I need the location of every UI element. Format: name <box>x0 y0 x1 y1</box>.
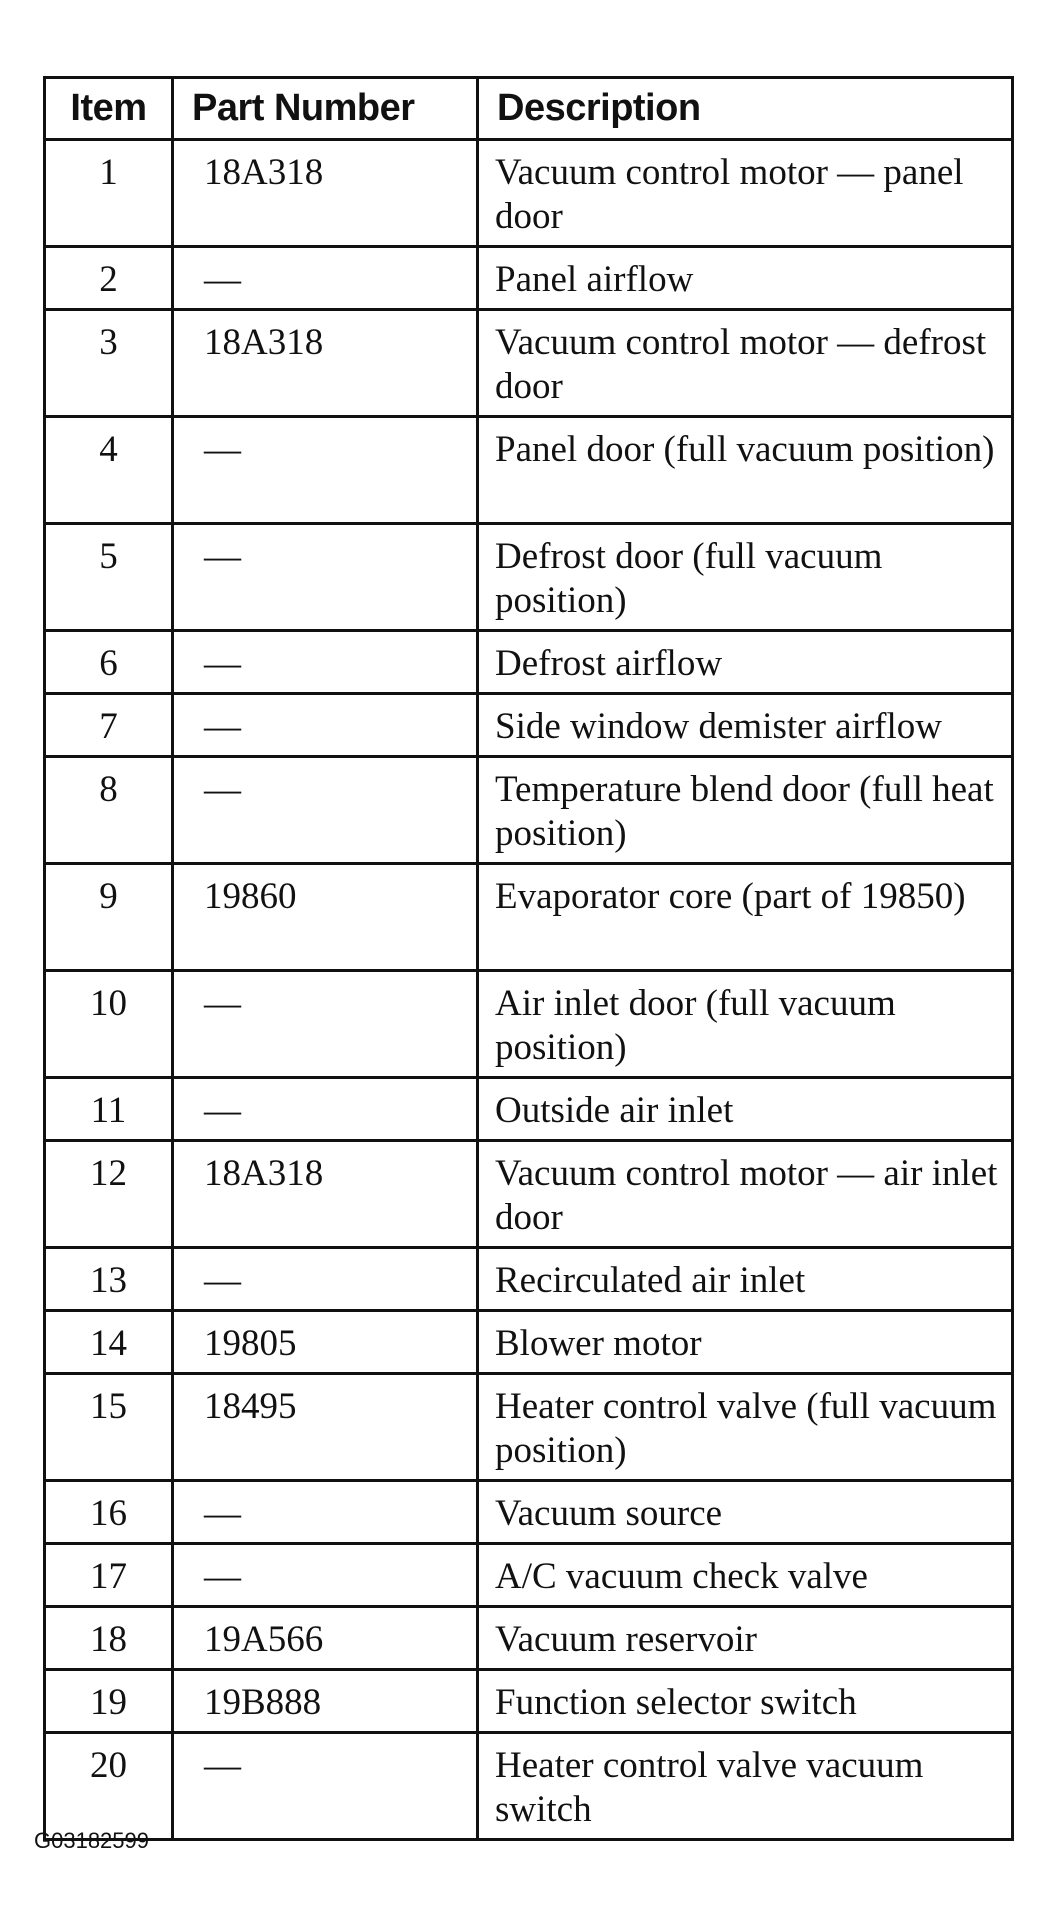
table-row <box>45 694 1013 757</box>
description-cell: Blower motor <box>478 1311 1013 1374</box>
item-number-cell: 6 <box>45 631 173 694</box>
part-number-cell: — <box>173 417 478 524</box>
table-row <box>45 971 1013 1078</box>
part-number-cell: — <box>173 757 478 864</box>
table-row <box>45 1481 1013 1544</box>
item-number-cell: 10 <box>45 971 173 1078</box>
table-row <box>45 417 1013 524</box>
item-number-cell: 8 <box>45 757 173 864</box>
table-body <box>45 140 1013 1840</box>
description-cell: A/C vacuum check valve <box>478 1544 1013 1607</box>
item-number-cell: 11 <box>45 1078 173 1141</box>
part-number-cell: 19A566 <box>173 1607 478 1670</box>
table-row <box>45 1141 1013 1248</box>
part-number-cell: 19B888 <box>173 1670 478 1733</box>
item-number-cell: 18 <box>45 1607 173 1670</box>
table-row <box>45 1248 1013 1311</box>
item-number-cell: 9 <box>45 864 173 971</box>
table-row <box>45 247 1013 310</box>
part-number-cell: 19805 <box>173 1311 478 1374</box>
item-number-cell: 3 <box>45 310 173 417</box>
description-cell: Vacuum control motor — air inlet door <box>478 1141 1013 1248</box>
part-number-cell: — <box>173 247 478 310</box>
item-number-cell: 20 <box>45 1733 173 1840</box>
part-number-cell: — <box>173 694 478 757</box>
item-number-cell: 14 <box>45 1311 173 1374</box>
table-row <box>45 1374 1013 1481</box>
description-cell: Outside air inlet <box>478 1078 1013 1141</box>
item-number-cell: 17 <box>45 1544 173 1607</box>
part-number-cell: 18A318 <box>173 140 478 247</box>
table-row <box>45 1607 1013 1670</box>
table-row <box>45 757 1013 864</box>
item-number-cell: 1 <box>45 140 173 247</box>
description-cell: Temperature blend door (full heat position) <box>478 757 1013 864</box>
part-number-cell: 18495 <box>173 1374 478 1481</box>
description-cell: Vacuum control motor — defrost door <box>478 310 1013 417</box>
description-cell: Vacuum reservoir <box>478 1607 1013 1670</box>
table-row <box>45 140 1013 247</box>
description-cell: Panel door (full vacuum position) <box>478 417 1013 524</box>
description-cell: Heater control valve vacuum switch <box>478 1733 1013 1840</box>
table-row <box>45 1544 1013 1607</box>
description-cell: Defrost door (full vacuum position) <box>478 524 1013 631</box>
description-cell: Recirculated air inlet <box>478 1248 1013 1311</box>
parts-table <box>43 76 1014 1841</box>
item-number-cell: 4 <box>45 417 173 524</box>
figure-code: G03182599 <box>34 1828 149 1853</box>
header-row <box>45 78 1013 140</box>
item-number-cell: 19 <box>45 1670 173 1733</box>
description-cell: Evaporator core (part of 19850) <box>478 864 1013 971</box>
part-number-cell: — <box>173 524 478 631</box>
item-column-header: Item <box>45 78 173 140</box>
part-number-cell: 18A318 <box>173 310 478 417</box>
item-number-cell: 7 <box>45 694 173 757</box>
description-cell: Panel airflow <box>478 247 1013 310</box>
table-row <box>45 524 1013 631</box>
part-number-cell: — <box>173 1544 478 1607</box>
item-number-cell: 15 <box>45 1374 173 1481</box>
item-number-cell: 2 <box>45 247 173 310</box>
description-cell: Function selector switch <box>478 1670 1013 1733</box>
description-cell: Air inlet door (full vacuum position) <box>478 971 1013 1078</box>
description-cell: Defrost airflow <box>478 631 1013 694</box>
table-row <box>45 310 1013 417</box>
description-cell: Vacuum control motor — panel door <box>478 140 1013 247</box>
part-number-cell: 19860 <box>173 864 478 971</box>
table-row <box>45 1078 1013 1141</box>
description-column-header: Description <box>478 78 1013 140</box>
description-cell: Side window demister airflow <box>478 694 1013 757</box>
item-number-cell: 5 <box>45 524 173 631</box>
part-number-column-header: Part Number <box>173 78 478 140</box>
table-row <box>45 1311 1013 1374</box>
part-number-cell: — <box>173 1078 478 1141</box>
part-number-cell: — <box>173 631 478 694</box>
table-row <box>45 1670 1013 1733</box>
item-number-cell: 16 <box>45 1481 173 1544</box>
description-cell: Vacuum source <box>478 1481 1013 1544</box>
part-number-cell: — <box>173 1733 478 1840</box>
part-number-cell: — <box>173 1481 478 1544</box>
table-row <box>45 864 1013 971</box>
part-number-cell: — <box>173 971 478 1078</box>
item-number-cell: 12 <box>45 1141 173 1248</box>
table-row <box>45 631 1013 694</box>
description-cell: Heater control valve (full vacuum position) <box>478 1374 1013 1481</box>
part-number-cell: 18A318 <box>173 1141 478 1248</box>
part-number-cell: — <box>173 1248 478 1311</box>
item-number-cell: 13 <box>45 1248 173 1311</box>
table-row <box>45 1733 1013 1840</box>
